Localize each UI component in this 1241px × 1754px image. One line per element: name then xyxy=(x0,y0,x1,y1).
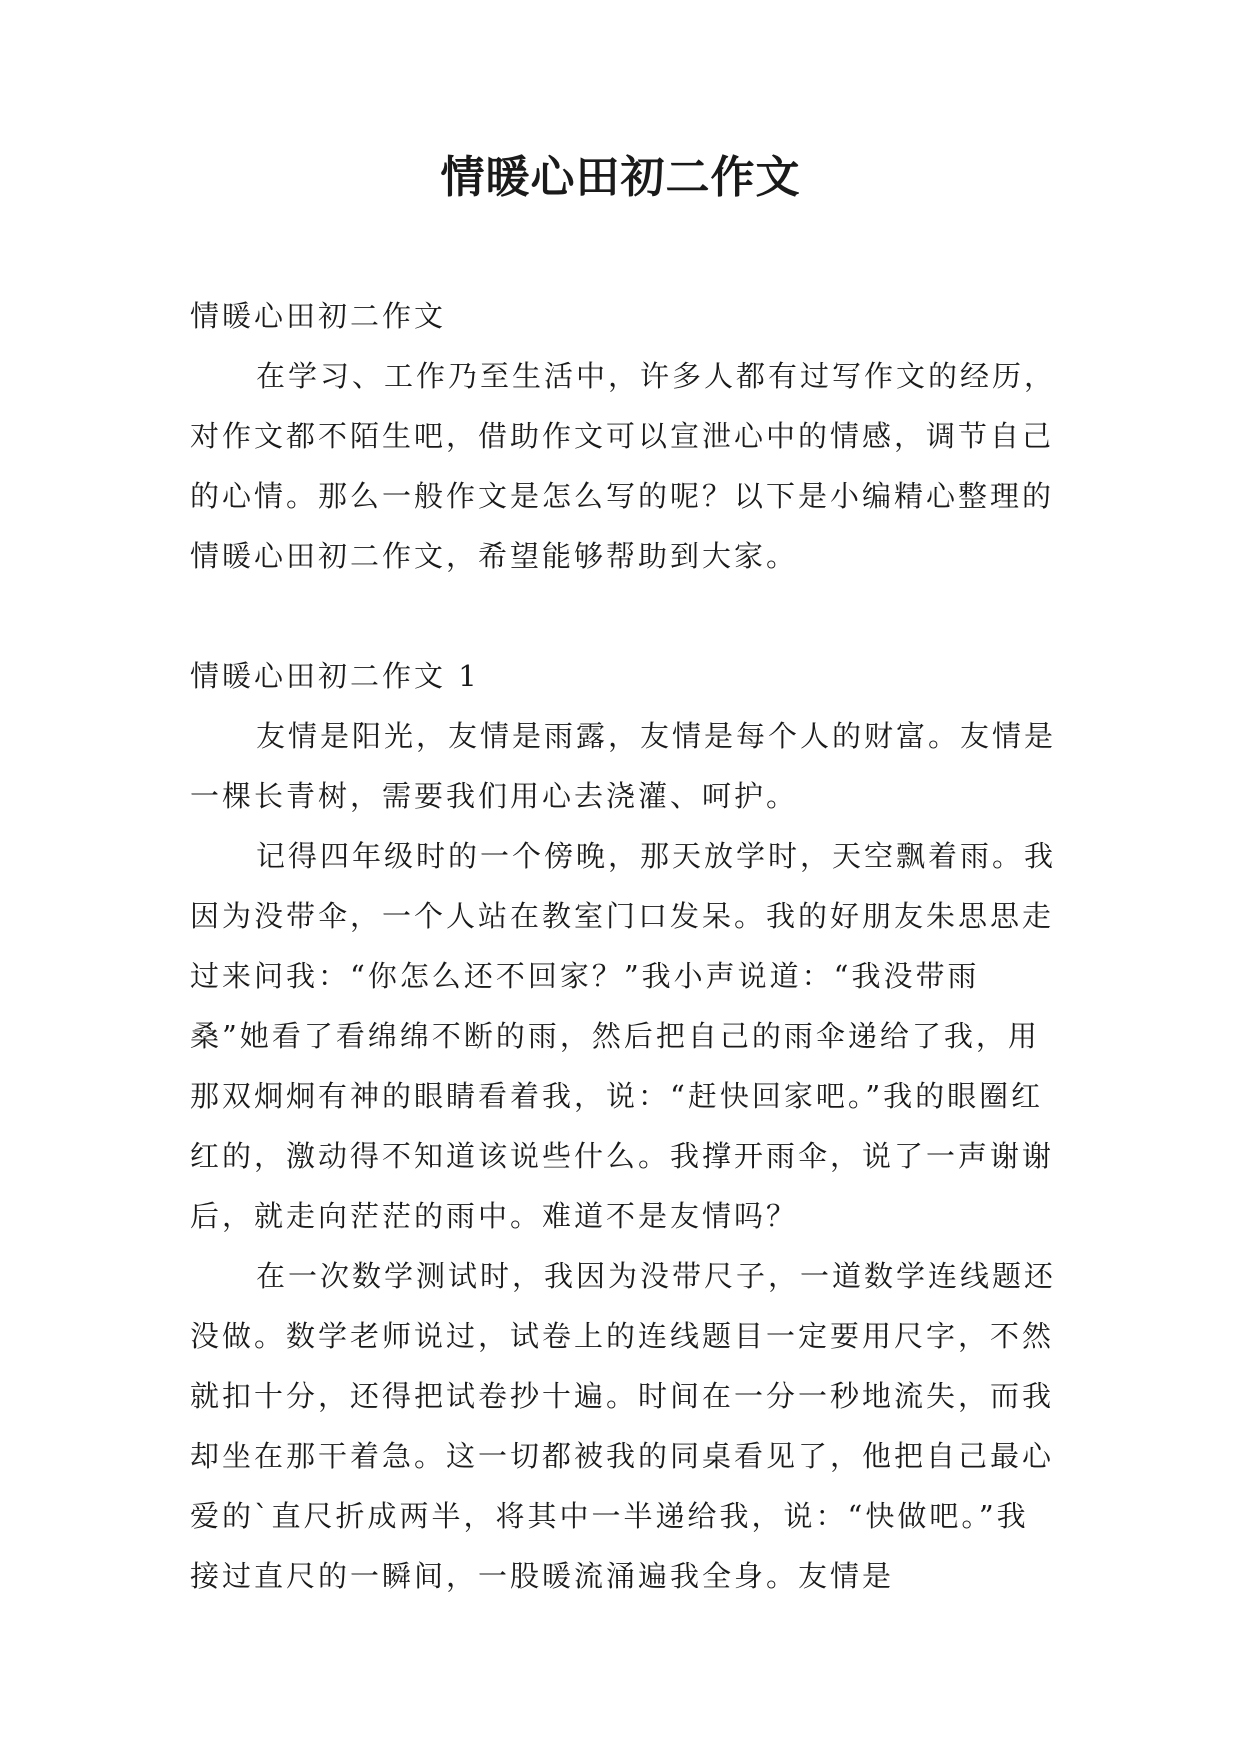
intro-paragraph: 在学习、工作乃至生活中，许多人都有过写作文的经历，对作文都不陌生吧，借助作文可以宣泄心中的情感，调节自己的心情。那么一般作文是怎么写的呢？以下是小编精心整理的情暖心田初二作文，希望能够帮助到大家。 xyxy=(190,359,1057,573)
document-body xyxy=(190,286,1060,1606)
section-heading: 情暖心田初二作文 1 xyxy=(190,659,480,693)
body-paragraph: 在一次数学测试时，我因为没带尺子，一道数学连线题还没做。数学老师说过，试卷上的连线题目一定要用尺字，不然就扣十分，还得把试卷抄十遍。时间在一分一秒地流失，而我却坐在那干着急。这一切都被我的同桌看见了，他把自己最心爱的`直尺折成两半，将其中一半递给我，说：“快做吧。”我接过直尺的一瞬间，一股暖流涌遍我全身。友情是 xyxy=(190,1259,1057,1593)
section-heading: 情暖心田初二作文 xyxy=(190,299,447,333)
body-paragraph: 友情是阳光，友情是雨露，友情是每个人的财富。友情是一棵长青树，需要我们用心去浇灌、呵护。 xyxy=(190,719,1057,813)
body-paragraph: 记得四年级时的一个傍晚，那天放学时，天空飘着雨。我因为没带伞，一个人站在教室门口发呆。我的好朋友朱思思走过来问我：“你怎么还不回家？”我小声说道：“我没带雨桑”她看了看绵绵不断的雨，然后把自己的雨伞递给了我，用那双炯炯有神的眼睛看着我，说：“赶快回家吧。”我的眼圈红红的，激动得不知道该说些什么。我撑开雨伞，说了一声谢谢后，就走向茫茫的雨中。难道不是友情吗？ xyxy=(190,839,1057,1233)
section-gap xyxy=(190,586,1060,646)
document-title: 情暖心田初二作文 xyxy=(440,152,801,203)
